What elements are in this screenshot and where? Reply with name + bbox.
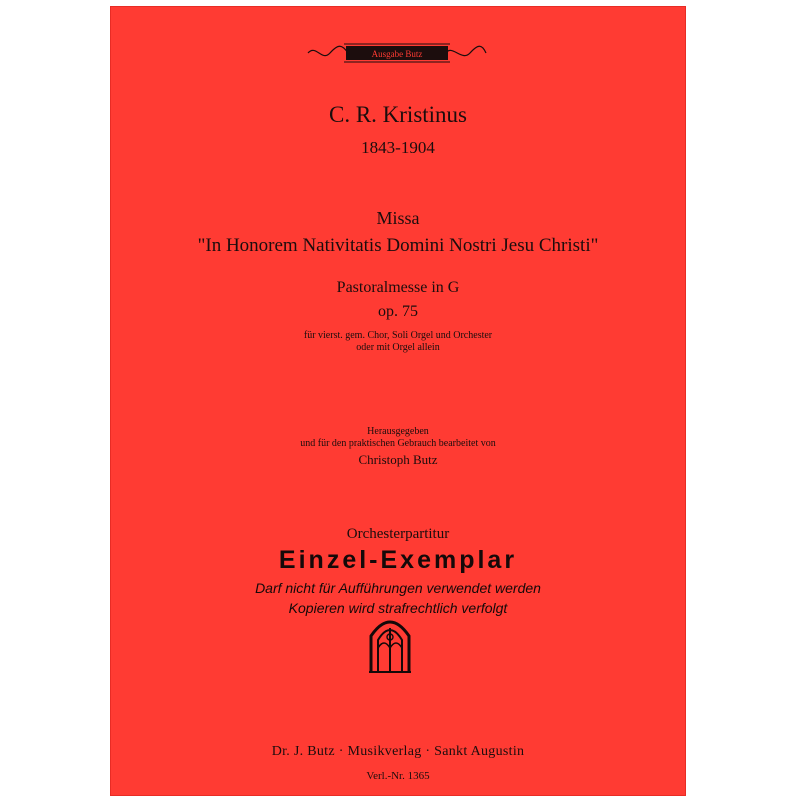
publisher-name: Dr. J. Butz: [271, 744, 335, 759]
work-name: Pastoralmesse in G: [336, 279, 460, 296]
church-window-icon: [367, 612, 413, 674]
separator-dot: ·: [338, 744, 344, 759]
editor-credit-line: und für den praktischen Gebrauch bearbeitet von: [300, 438, 496, 449]
publisher-label: Musikverlag: [347, 744, 422, 759]
stamp-line: Kopieren wird strafrechtlich verfolgt: [288, 600, 508, 616]
publisher-line: [110, 744, 686, 760]
instrumentation-line: oder mit Orgel allein: [356, 342, 440, 353]
stamp-line: Darf nicht für Aufführungen verwendet werden: [255, 580, 541, 596]
opus-number: op. 75: [378, 303, 418, 320]
composer-name: C. R. Kristinus: [328, 102, 468, 127]
catalog-number: Verl.-Nr. 1365: [366, 770, 430, 782]
editor-credit-line: Herausgegeben: [367, 426, 429, 437]
publisher-city: Sankt Augustin: [434, 744, 525, 759]
stamp-title: Einzel-Exemplar: [278, 546, 518, 574]
svg-text:Ausgabe Butz: Ausgabe Butz: [371, 49, 423, 59]
decorative-banner-icon: [306, 38, 488, 68]
work-subtitle: "In Honorem Nativitatis Domini Nostri Jesu Christi": [197, 235, 599, 256]
editor-name: Christoph Butz: [358, 452, 438, 467]
composer-dates: 1843-1904: [361, 138, 435, 157]
work-title: Missa: [376, 208, 420, 228]
score-cover: [110, 6, 686, 796]
instrumentation-line: für vierst. gem. Chor, Soli Orgel und Orchester: [303, 330, 493, 341]
edition-type: Orchesterpartitur: [346, 526, 450, 542]
separator-dot: ·: [425, 744, 431, 759]
